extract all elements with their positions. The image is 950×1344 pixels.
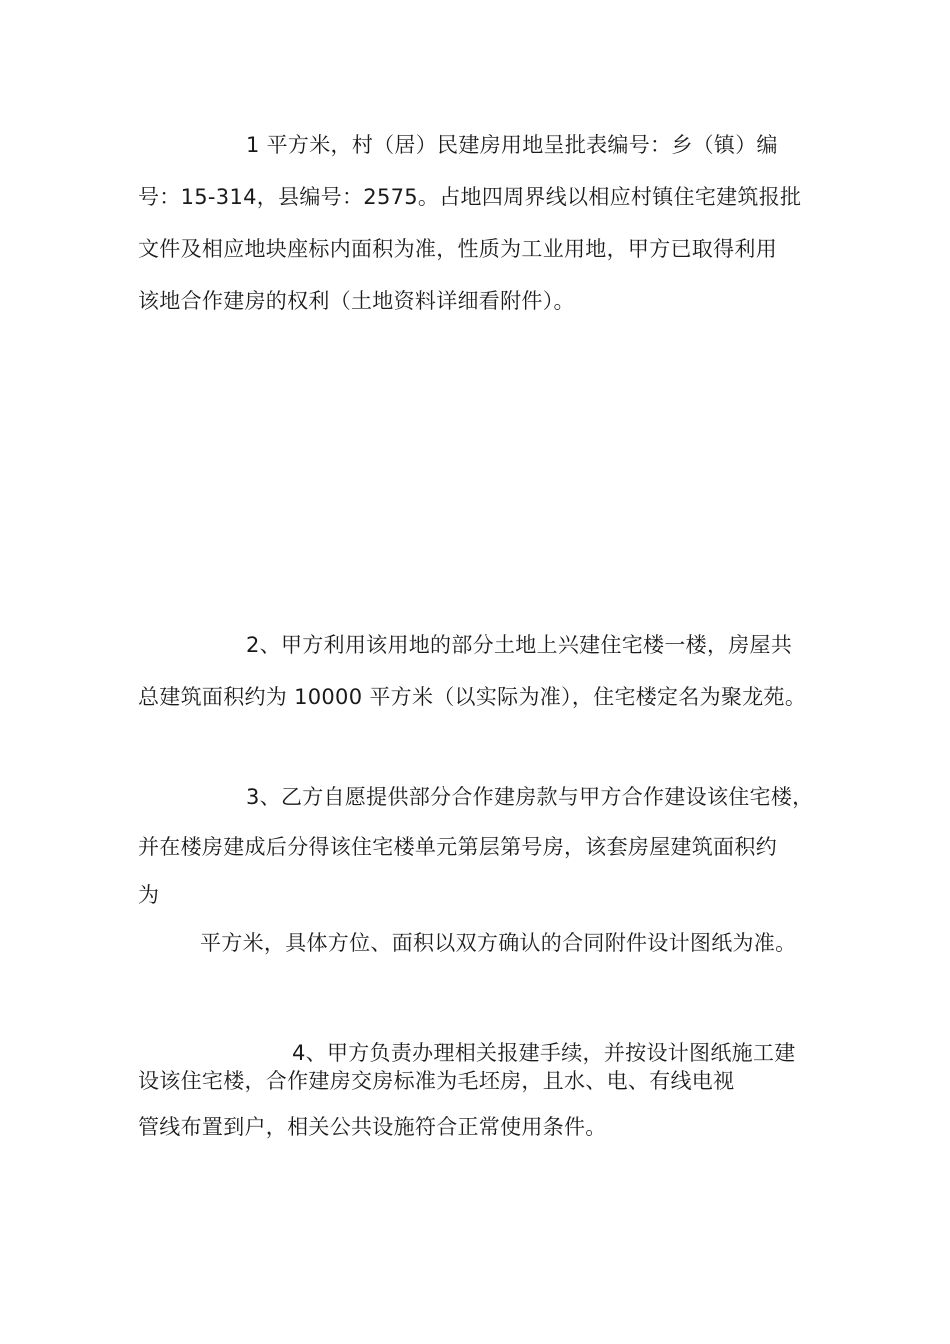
- paragraph-2-line-1: 2、甲方利用该用地的部分土地上兴建住宅楼一楼，房屋共: [246, 633, 793, 657]
- paragraph-3-line-3: 为: [138, 883, 160, 907]
- paragraph-3-line-2: 并在楼房建成后分得该住宅楼单元第层第号房，该套房屋建筑面积约: [138, 835, 777, 859]
- paragraph-3-line-4: 平方米，具体方位、面积以双方确认的合同附件设计图纸为准。: [200, 931, 797, 955]
- paragraph-4-line-1: 4、甲方负责办理相关报建手续，并按设计图纸施工建: [292, 1041, 796, 1065]
- paragraph-4-line-3: 管线布置到户，相关公共设施符合正常使用条件。: [138, 1115, 607, 1139]
- paragraph-1-line-2: 号：15-314，县编号：2575。占地四周界线以相应村镇住宅建筑报批: [138, 185, 802, 209]
- paragraph-1-line-1: 1 平方米，村（居）民建房用地呈批表编号：乡（镇）编: [246, 133, 778, 157]
- paragraph-1-line-3: 文件及相应地块座标内面积为准，性质为工业用地，甲方已取得利用: [138, 237, 777, 261]
- paragraph-2-line-2: 总建筑面积约为 10000 平方米（以实际为准），住宅楼定名为聚龙苑。: [138, 685, 807, 709]
- paragraph-1-line-4: 该地合作建房的权利（土地资料详细看附件）。: [138, 289, 575, 313]
- paragraph-4-line-2: 设该住宅楼，合作建房交房标准为毛坯房，且水、电、有线电视: [138, 1069, 735, 1093]
- paragraph-3-line-1: 3、乙方自愿提供部分合作建房款与甲方合作建设该住宅楼，: [246, 785, 814, 809]
